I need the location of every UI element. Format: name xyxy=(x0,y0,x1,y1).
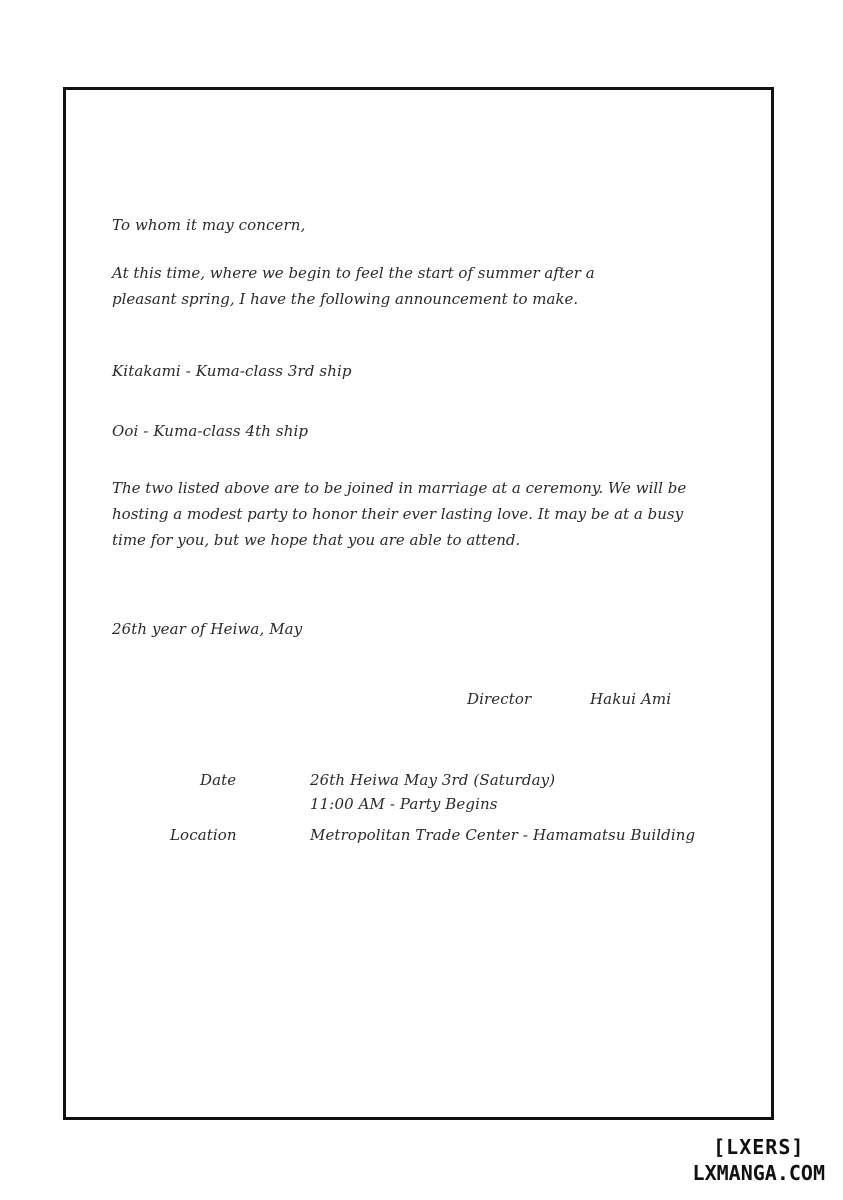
person-2-line: Ooi - Kuma-class 4th ship xyxy=(112,422,309,440)
body-line-2: hosting a modest party to honor their ever lasting love. It may be at a busy xyxy=(112,505,684,523)
location-label: Location xyxy=(170,826,237,844)
intro-paragraph xyxy=(112,260,595,312)
date-value-1: 26th Heiwa May 3rd (Saturday) xyxy=(310,771,556,789)
date-label: Date xyxy=(200,771,237,789)
watermark-top-text: [LXERS] xyxy=(713,1135,805,1159)
signer-title: Director xyxy=(467,690,532,708)
intro-line-2: pleasant spring, I have the following announcement to make. xyxy=(112,290,579,308)
date-value-2: 11:00 AM - Party Begins xyxy=(310,795,498,813)
letter-frame xyxy=(63,87,774,1120)
intro-line-1: At this time, where we begin to feel the start of summer after a xyxy=(112,264,595,282)
site-watermark xyxy=(693,1134,825,1186)
letter-date: 26th year of Heiwa, May xyxy=(112,620,303,638)
salutation: To whom it may concern, xyxy=(112,216,306,234)
location-value: Metropolitan Trade Center - Hamamatsu Building xyxy=(310,826,696,844)
signer-name: Hakui Ami xyxy=(590,690,672,708)
body-line-1: The two listed above are to be joined in marriage at a ceremony. We will be xyxy=(112,479,687,497)
person-1-line: Kitakami - Kuma-class 3rd ship xyxy=(112,362,352,380)
body-line-3: time for you, but we hope that you are able to attend. xyxy=(112,531,521,549)
watermark-bottom-text: LXMANGA.COM xyxy=(692,1161,825,1185)
body-paragraph xyxy=(112,475,686,553)
